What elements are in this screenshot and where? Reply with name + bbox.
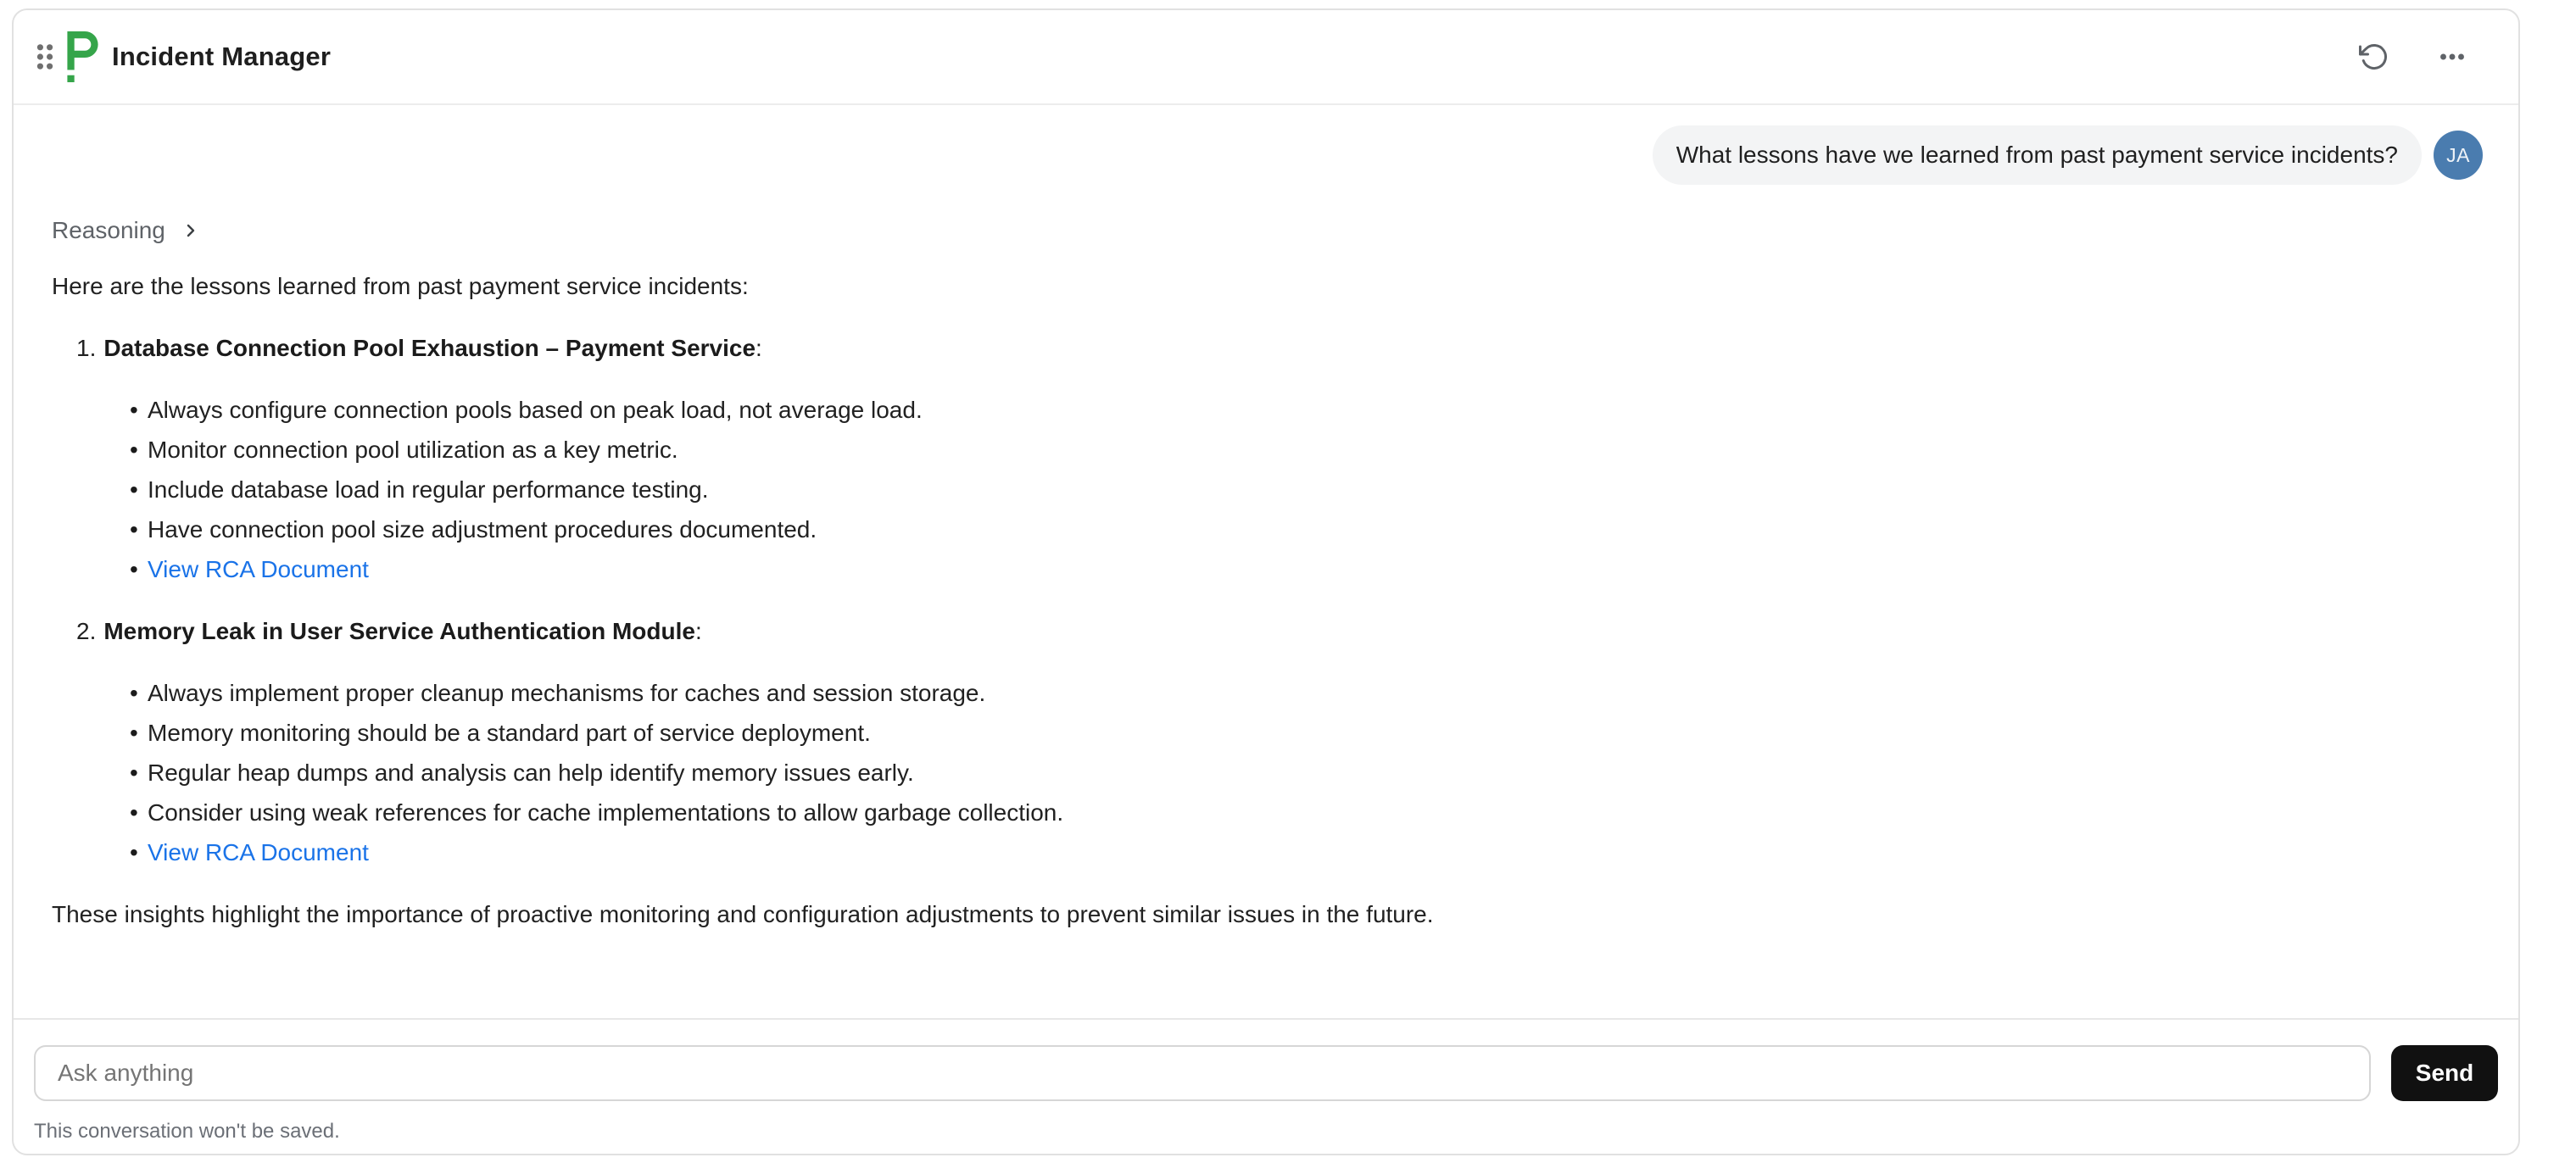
chat-area [14,105,2518,1018]
section-1-heading [52,328,2483,368]
header [14,10,2518,105]
list-item: • Have connection pool size adjustment procedures documented. [52,509,2483,549]
logo-glyph [66,31,98,82]
green-p-logo [66,31,98,82]
list-item-link [52,549,2483,589]
list-item: • Memory monitoring should be a standard part of service deployment. [52,713,2483,753]
more-options-button[interactable] [2430,35,2474,79]
composer-note: This conversation won't be saved. [34,1120,340,1143]
list-item: • Consider using weak references for cache implementations to allow garbage collection. [52,793,2483,832]
restart-button[interactable] [2352,35,2396,79]
user-message-bubble: What lessons have we learned from past payment service incidents? [1653,125,2422,185]
section-2-number: 2. [76,618,97,644]
list-item: • Always configure connection pools based on peak load, not average load. [52,390,2483,430]
rca-document-link[interactable]: View RCA Document [148,556,369,582]
drag-handle-icon[interactable] [34,41,56,73]
more-options-icon [2437,42,2467,72]
list-item: • Always implement proper cleanup mechanisms for caches and session storage. [52,673,2483,713]
section-1-bullets [52,390,2483,589]
restart-icon [2359,42,2389,72]
list-item: • Monitor connection pool utilization as a key metric. [52,430,2483,470]
assistant-closing: These insights highlight the importance of proactive monitoring and configuration adjustments to prevent similar issues in the future. [52,901,1434,927]
avatar: JA [2434,131,2483,180]
rca-document-link[interactable]: View RCA Document [148,839,369,865]
reasoning-label: Reasoning [52,217,165,243]
ask-input[interactable] [34,1045,2371,1101]
send-button[interactable]: Send [2391,1045,2498,1101]
page-title: Incident Manager [112,42,332,71]
section-1-colon: : [756,335,762,361]
section-2-title: Memory Leak in User Service Authentication Module [103,618,695,644]
list-item: • Include database load in regular performance testing. [52,470,2483,509]
section-1-title: Database Connection Pool Exhaustion – Payment Service [103,335,756,361]
list-item-link [52,832,2483,872]
composer-row [34,1045,2498,1101]
section-1-number: 1. [76,335,97,361]
incident-manager-panel [12,8,2520,1155]
section-2-heading [52,611,2483,651]
reasoning-toggle[interactable] [52,217,201,244]
composer [14,1018,2518,1154]
user-message-row [52,125,2483,185]
section-2-bullets [52,673,2483,872]
assistant-intro: Here are the lessons learned from past payment service incidents: [52,273,749,299]
list-item: • Regular heap dumps and analysis can help identify memory issues early. [52,753,2483,793]
section-2-colon: : [694,618,702,644]
drag-handle-dots [34,41,56,73]
chevron-right-icon [181,220,201,241]
